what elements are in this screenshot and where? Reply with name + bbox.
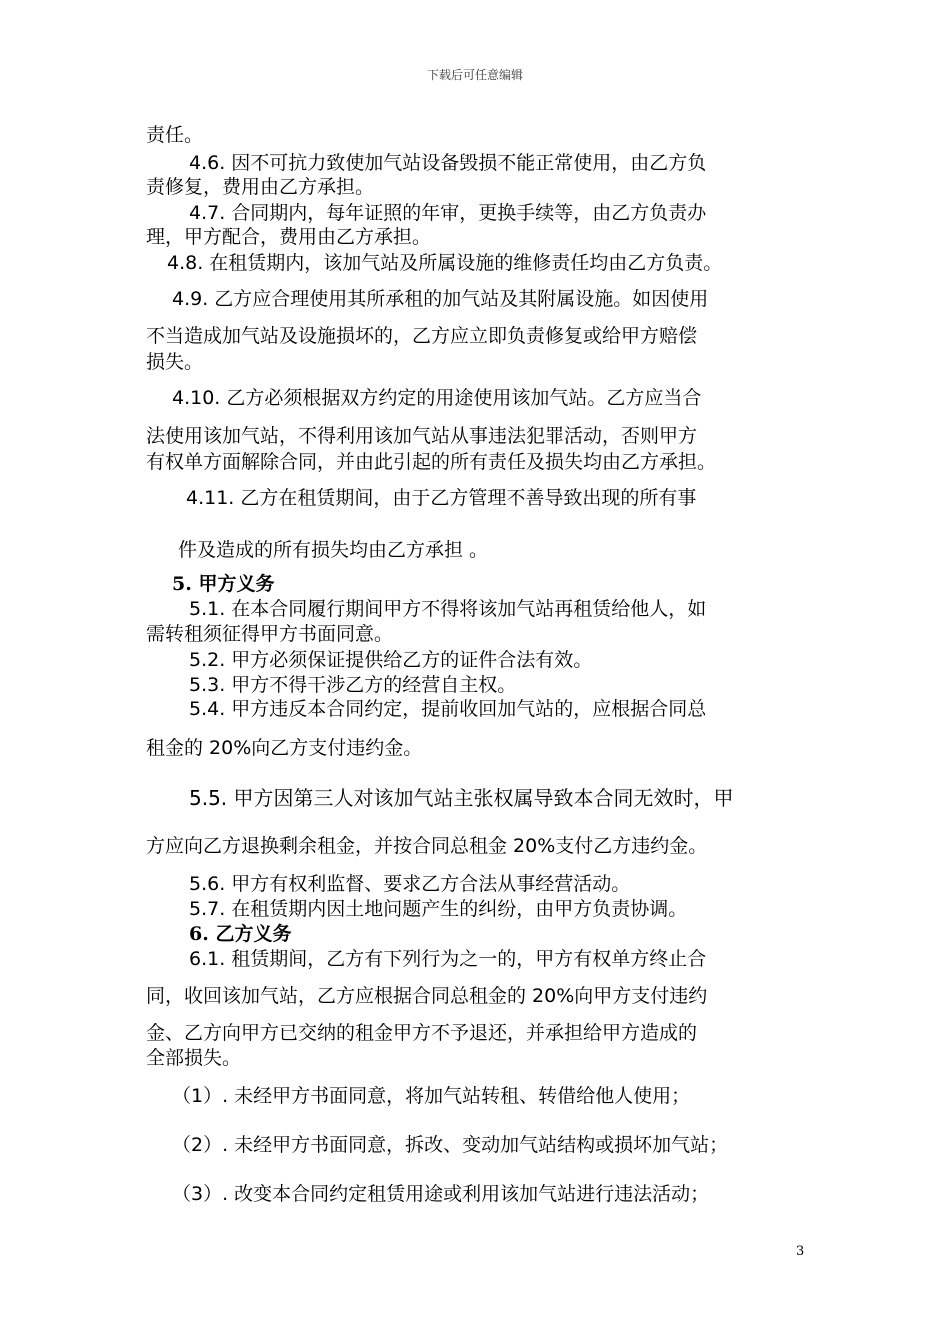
text-line: 5.5. 甲方因第三人对该加气站主张权属导致本合同无效时，甲 xyxy=(189,786,734,810)
text-line: 4.11. 乙方在租赁期间，由于乙方管理不善导致出现的所有事 xyxy=(186,487,697,509)
text-line: 5.7. 在租赁期内因土地问题产生的纠纷，由甲方负责协调。 xyxy=(189,898,688,920)
text-line: 全部损失。 xyxy=(146,1047,242,1069)
text-line: 金、乙方向甲方已交纳的租金甲方不予退还，并承担给甲方造成的 xyxy=(146,1022,698,1044)
page-header: 下载后可任意编辑 xyxy=(426,68,523,82)
text-line: 4.7. 合同期内，每年证照的年审，更换手续等，由乙方负责办 xyxy=(189,202,707,224)
section-heading: 6. 乙方义务 xyxy=(189,923,292,945)
text-line: 4.8. 在租赁期内，该加气站及所属设施的维修责任均由乙方负责。 xyxy=(167,252,723,274)
text-line: 6.1. 租赁期间，乙方有下列行为之一的，甲方有权单方终止合 xyxy=(189,948,707,970)
text-line: 租金的 20%向乙方支付违约金。 xyxy=(146,737,423,759)
section-heading: 5. 甲方义务 xyxy=(172,573,275,595)
text-line: （1）. 未经甲方书面同意，将加气站转租、转借给他人使用； xyxy=(172,1085,691,1107)
text-line: 5.2. 甲方必须保证提供给乙方的证件合法有效。 xyxy=(189,649,593,671)
text-line: 理，甲方配合，费用由乙方承担。 xyxy=(146,226,432,248)
text-line: 件及造成的所有损失均由乙方承担 。 xyxy=(178,539,489,561)
text-line: 5.3. 甲方不得干涉乙方的经营自主权。 xyxy=(189,674,517,696)
text-line: 4.6. 因不可抗力致使加气站设备毁损不能正常使用，由乙方负 xyxy=(189,152,707,174)
text-line: 责修复，费用由乙方承担。 xyxy=(146,176,375,198)
text-line: 同，收回该加气站，乙方应根据合同总租金的 20%向甲方支付违约 xyxy=(146,985,708,1007)
text-line: （3）. 改变本合同约定租赁用途或利用该加气站进行违法活动； xyxy=(172,1183,710,1205)
text-line: 4.9. 乙方应合理使用其所承租的加气站及其附属设施。如因使用 xyxy=(172,288,709,310)
text-line: 5.6. 甲方有权利监督、要求乙方合法从事经营活动。 xyxy=(189,873,631,895)
text-line: 法使用该加气站，不得利用该加气站从事违法犯罪活动，否则甲方 xyxy=(146,425,698,447)
text-line: 5.1. 在本合同履行期间甲方不得将该加气站再租赁给他人，如 xyxy=(189,598,707,620)
text-line: 损失。 xyxy=(146,351,204,373)
text-line: 有权单方面解除合同，并由此引起的所有责任及损失均由乙方承担。 xyxy=(146,451,717,473)
text-line: 5.4. 甲方违反本合同约定，提前收回加气站的，应根据合同总 xyxy=(189,698,707,720)
text-line: 方应向乙方退换剩余租金，并按合同总租金 20%支付乙方违约金。 xyxy=(146,835,708,857)
text-line: 需转租须征得甲方书面同意。 xyxy=(146,623,394,645)
text-line: 4.10. 乙方必须根据双方约定的用途使用该加气站。乙方应当合 xyxy=(172,387,702,409)
text-line: （2）. 未经甲方书面同意，拆改、变动加气站结构或损坏加气站； xyxy=(172,1134,729,1156)
text-line: 不当造成加气站及设施损坏的，乙方应立即负责修复或给甲方赔偿 xyxy=(146,325,698,347)
text-line: 责任。 xyxy=(146,124,204,146)
page-number: 3 xyxy=(796,1244,805,1259)
